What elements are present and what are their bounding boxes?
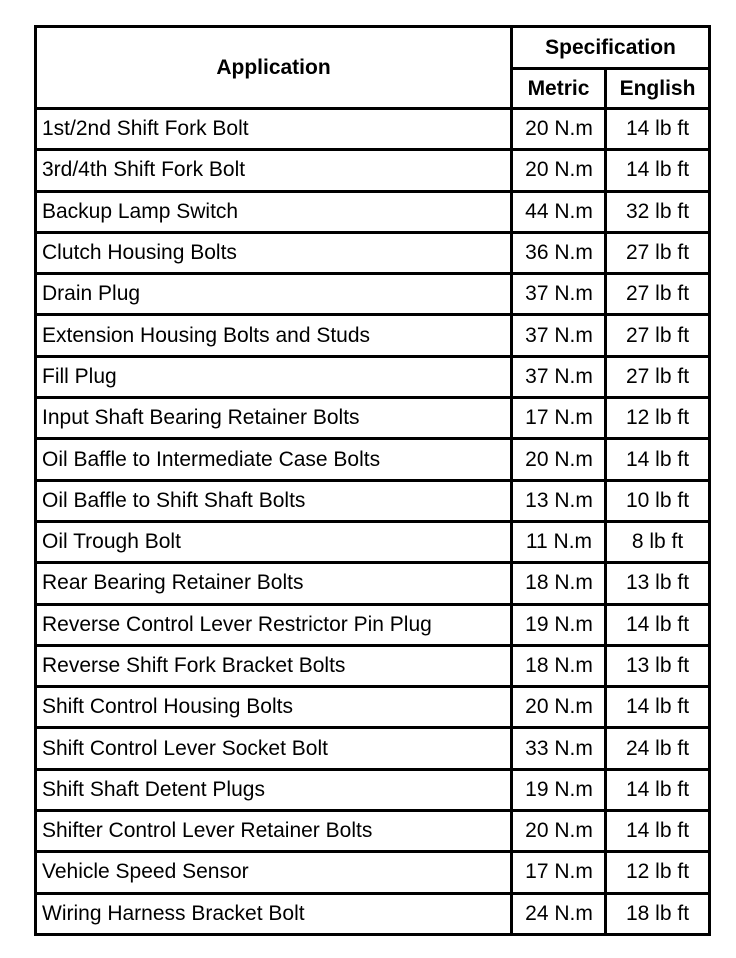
application-cell: Backup Lamp Switch: [36, 191, 512, 232]
metric-cell: 13 N.m: [512, 480, 606, 521]
table-row: [36, 893, 710, 934]
table-row: [36, 769, 710, 810]
metric-cell: 20 N.m: [512, 150, 606, 191]
table-row: [36, 687, 710, 728]
english-cell: 14 lb ft: [606, 687, 710, 728]
metric-cell: 24 N.m: [512, 893, 606, 934]
metric-cell: 18 N.m: [512, 563, 606, 604]
table-row: [36, 109, 710, 150]
metric-cell: 36 N.m: [512, 232, 606, 273]
table-body: [36, 109, 710, 935]
metric-cell: 19 N.m: [512, 604, 606, 645]
application-cell: Oil Baffle to Intermediate Case Bolts: [36, 439, 512, 480]
metric-cell: 19 N.m: [512, 769, 606, 810]
english-cell: 27 lb ft: [606, 274, 710, 315]
application-cell: Reverse Shift Fork Bracket Bolts: [36, 645, 512, 686]
application-cell: Drain Plug: [36, 274, 512, 315]
metric-cell: 11 N.m: [512, 521, 606, 562]
application-cell: Wiring Harness Bracket Bolt: [36, 893, 512, 934]
application-cell: Input Shaft Bearing Retainer Bolts: [36, 398, 512, 439]
torque-spec-table: [34, 25, 711, 936]
english-cell: 27 lb ft: [606, 232, 710, 273]
table-row: [36, 150, 710, 191]
english-cell: 18 lb ft: [606, 893, 710, 934]
english-cell: 13 lb ft: [606, 563, 710, 604]
metric-cell: 17 N.m: [512, 398, 606, 439]
table-row: [36, 232, 710, 273]
table-row: [36, 398, 710, 439]
table-row: [36, 521, 710, 562]
table-row: [36, 852, 710, 893]
english-cell: 14 lb ft: [606, 811, 710, 852]
english-cell: 12 lb ft: [606, 398, 710, 439]
english-cell: 10 lb ft: [606, 480, 710, 521]
application-cell: Shifter Control Lever Retainer Bolts: [36, 811, 512, 852]
application-cell: Reverse Control Lever Restrictor Pin Plug: [36, 604, 512, 645]
header-row-top: [36, 27, 710, 69]
english-cell: 32 lb ft: [606, 191, 710, 232]
application-cell: Clutch Housing Bolts: [36, 232, 512, 273]
metric-cell: 37 N.m: [512, 356, 606, 397]
metric-cell: 17 N.m: [512, 852, 606, 893]
metric-cell: 44 N.m: [512, 191, 606, 232]
english-cell: 14 lb ft: [606, 109, 710, 150]
application-cell: Vehicle Speed Sensor: [36, 852, 512, 893]
table-row: [36, 604, 710, 645]
table-row: [36, 439, 710, 480]
application-header: Application: [36, 27, 512, 109]
english-cell: 14 lb ft: [606, 604, 710, 645]
application-cell: Shift Control Lever Socket Bolt: [36, 728, 512, 769]
english-cell: 12 lb ft: [606, 852, 710, 893]
metric-cell: 20 N.m: [512, 439, 606, 480]
application-cell: Shift Control Housing Bolts: [36, 687, 512, 728]
metric-header: Metric: [512, 69, 606, 109]
table-row: [36, 728, 710, 769]
table-row: [36, 811, 710, 852]
table-row: [36, 274, 710, 315]
application-cell: Rear Bearing Retainer Bolts: [36, 563, 512, 604]
application-cell: Shift Shaft Detent Plugs: [36, 769, 512, 810]
english-cell: 8 lb ft: [606, 521, 710, 562]
table-row: [36, 356, 710, 397]
table-row: [36, 563, 710, 604]
metric-cell: 18 N.m: [512, 645, 606, 686]
application-cell: Extension Housing Bolts and Studs: [36, 315, 512, 356]
metric-cell: 20 N.m: [512, 687, 606, 728]
english-header: English: [606, 69, 710, 109]
metric-cell: 20 N.m: [512, 811, 606, 852]
table-row: [36, 315, 710, 356]
application-cell: Oil Trough Bolt: [36, 521, 512, 562]
english-cell: 27 lb ft: [606, 356, 710, 397]
english-cell: 13 lb ft: [606, 645, 710, 686]
application-cell: Fill Plug: [36, 356, 512, 397]
metric-cell: 20 N.m: [512, 109, 606, 150]
table-row: [36, 480, 710, 521]
table-row: [36, 191, 710, 232]
table-row: [36, 645, 710, 686]
table-header: [36, 27, 710, 109]
english-cell: 14 lb ft: [606, 150, 710, 191]
metric-cell: 33 N.m: [512, 728, 606, 769]
application-cell: 3rd/4th Shift Fork Bolt: [36, 150, 512, 191]
metric-cell: 37 N.m: [512, 315, 606, 356]
english-cell: 27 lb ft: [606, 315, 710, 356]
metric-cell: 37 N.m: [512, 274, 606, 315]
english-cell: 24 lb ft: [606, 728, 710, 769]
application-cell: Oil Baffle to Shift Shaft Bolts: [36, 480, 512, 521]
application-cell: 1st/2nd Shift Fork Bolt: [36, 109, 512, 150]
specification-header: Specification: [512, 27, 710, 69]
english-cell: 14 lb ft: [606, 439, 710, 480]
english-cell: 14 lb ft: [606, 769, 710, 810]
